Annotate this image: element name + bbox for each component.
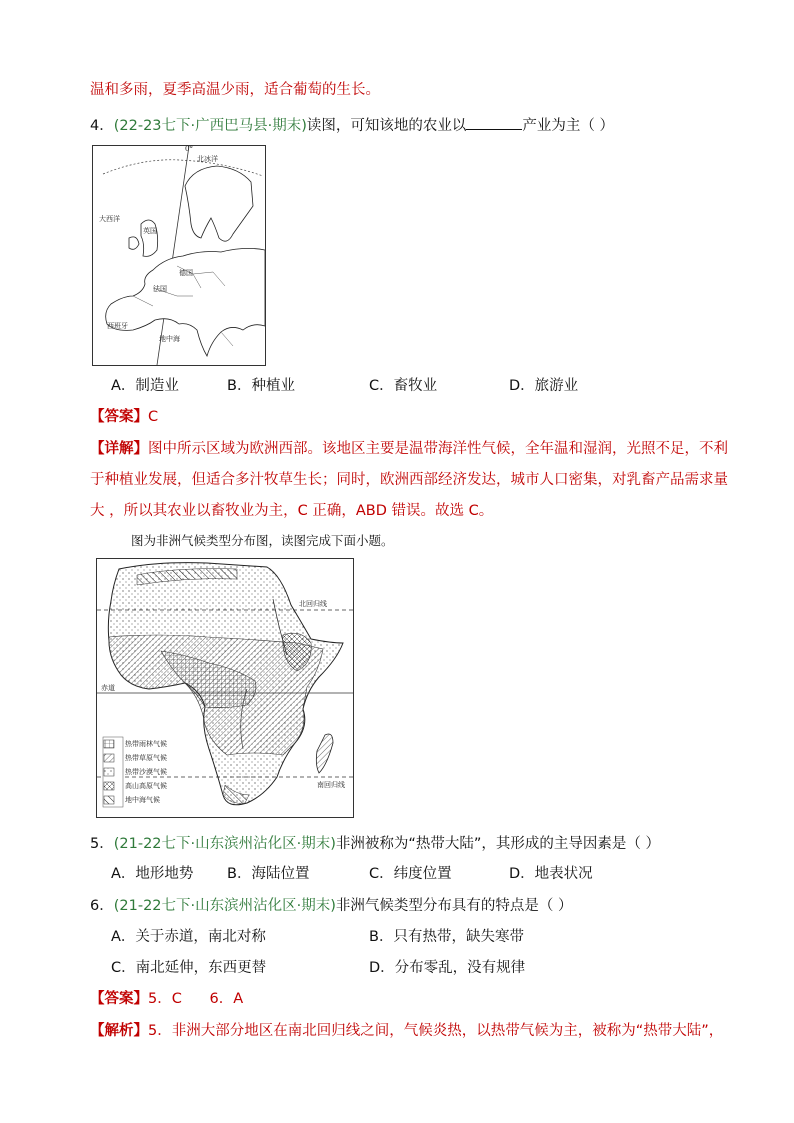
analysis-text: 5．非洲大部分地区在南北回归线之间，气候炎热，以热带气候为主，被称为“热带大陆”， (148, 1023, 724, 1039)
option-text: 地形地势 (135, 866, 194, 882)
analysis-line-1 (90, 1019, 723, 1040)
africa-map (96, 558, 354, 818)
q4-option-b[interactable] (227, 374, 295, 395)
option-text: 分布零乱，没有规律 (394, 960, 526, 976)
option-letter: D． (369, 960, 395, 976)
map-label-meridian: 0° (185, 145, 193, 153)
option-text: 种植业 (251, 378, 295, 394)
q4-option-a[interactable] (111, 374, 179, 395)
q6-source: (21-22七下·山东滨州沾化区·期末) (113, 898, 336, 914)
q4-source: (22-23七下·广西巴马县·期末) (113, 118, 307, 134)
q6-number: 6． (90, 898, 114, 914)
analysis-tag: 【解析】 (90, 1023, 148, 1039)
option-text: 畜牧业 (393, 378, 438, 394)
label-equator: 赤道 (101, 684, 115, 692)
option-text: 海陆位置 (251, 866, 310, 882)
legend-highland: 高山高原气候 (125, 782, 167, 790)
answer-tag: 【答案】 (90, 409, 148, 425)
map-label-med: 地中海 (159, 335, 180, 343)
option-letter: D． (509, 378, 535, 394)
detail-tag: 【详解】 (90, 441, 148, 457)
option-letter: A． (111, 378, 136, 394)
q6-option-d[interactable] (369, 956, 525, 977)
label-tropic-north: 北回归线 (299, 600, 327, 608)
q5-6-answer (90, 987, 243, 1008)
q5-option-a[interactable] (111, 862, 193, 883)
option-text: 南北延伸，东西更替 (135, 960, 267, 976)
q4-stem-a: 读图，可知该地的农业以 (306, 118, 467, 134)
option-text: 只有热带，缺失寒带 (393, 929, 524, 945)
q5-option-d[interactable] (509, 862, 593, 883)
option-text: 旅游业 (534, 378, 579, 394)
option-letter: A． (111, 866, 136, 882)
q5-stem: 非洲被称为“热带大陆”，其形成的主导因素是（ ） (335, 836, 661, 852)
option-letter: C． (369, 378, 394, 394)
option-letter: B． (227, 378, 252, 394)
option-letter: C． (369, 866, 394, 882)
option-letter: B． (369, 929, 394, 945)
map-label-france: 法国 (153, 285, 167, 293)
q4-detail-line-2: 于种植业发展，但适合多汁牧草生长；同时，欧洲西部经济发达，城市人口密集，对乳畜产品需求量 (90, 472, 728, 488)
option-text: 制造业 (135, 378, 179, 394)
detail-text: 图中所示区域为欧洲西部。该地区主要是温带海洋性气候，全年温和湿润，光照不足，不利 (148, 441, 728, 457)
q4-answer (90, 405, 158, 426)
map-label-spain: 西班牙 (107, 322, 128, 330)
option-letter: C． (111, 960, 136, 976)
map-label-germany: 德国 (179, 269, 193, 277)
q4-stem-b: 产业为主（ ） (522, 118, 615, 134)
q6-option-b[interactable] (369, 925, 524, 946)
legend-mediterranean: 地中海气候 (125, 796, 160, 804)
map-label-atlantic: 大西洋 (99, 215, 120, 223)
option-letter: A． (111, 929, 136, 945)
q6-option-c[interactable] (111, 956, 266, 977)
map-label-arctic-ocean: 北冰洋 (197, 155, 218, 163)
q4-answer-blank (466, 117, 522, 130)
legend-rainforest: 热带雨林气候 (125, 740, 167, 748)
question-4 (90, 114, 614, 135)
legend-desert: 热带沙漠气候 (125, 768, 167, 776)
question-5 (90, 832, 660, 853)
map-label-uk: 英国 (143, 227, 157, 235)
option-text: 纬度位置 (393, 866, 452, 882)
answer-value: 5．C 6．A (148, 991, 244, 1007)
question-6 (90, 894, 573, 915)
option-text: 地表状况 (534, 866, 593, 882)
africa-intro: 图为非洲气候类型分布图，读图完成下面小题。 (131, 533, 394, 548)
option-letter: D． (509, 866, 535, 882)
continued-text: 温和多雨，夏季高温少雨，适合葡萄的生长。 (90, 82, 380, 98)
q4-detail-line-1 (90, 437, 728, 458)
q5-option-b[interactable] (227, 862, 309, 883)
answer-tag: 【答案】 (90, 991, 148, 1007)
q5-option-c[interactable] (369, 862, 452, 883)
europe-map-drawing (93, 146, 265, 365)
africa-map-drawing (97, 559, 353, 817)
europe-map (92, 145, 266, 366)
q4-detail-line-3: 大 ，所以其农业以畜牧业为主，C 正确，ABD 错误。故选 C。 (90, 503, 494, 519)
q5-source: (21-22七下·山东滨州沾化区·期末) (113, 836, 336, 852)
option-text: 关于赤道，南北对称 (135, 929, 266, 945)
legend-savanna: 热带草原气候 (125, 754, 167, 762)
q6-option-a[interactable] (111, 925, 266, 946)
label-tropic-south: 南回归线 (317, 781, 345, 789)
answer-value: C (148, 409, 159, 425)
q4-option-d[interactable] (509, 374, 578, 395)
q4-number: 4． (90, 118, 114, 134)
q5-number: 5． (90, 836, 114, 852)
q4-option-c[interactable] (369, 374, 437, 395)
q6-stem: 非洲气候类型分布具有的特点是（ ） (335, 898, 573, 914)
option-letter: B． (227, 866, 252, 882)
